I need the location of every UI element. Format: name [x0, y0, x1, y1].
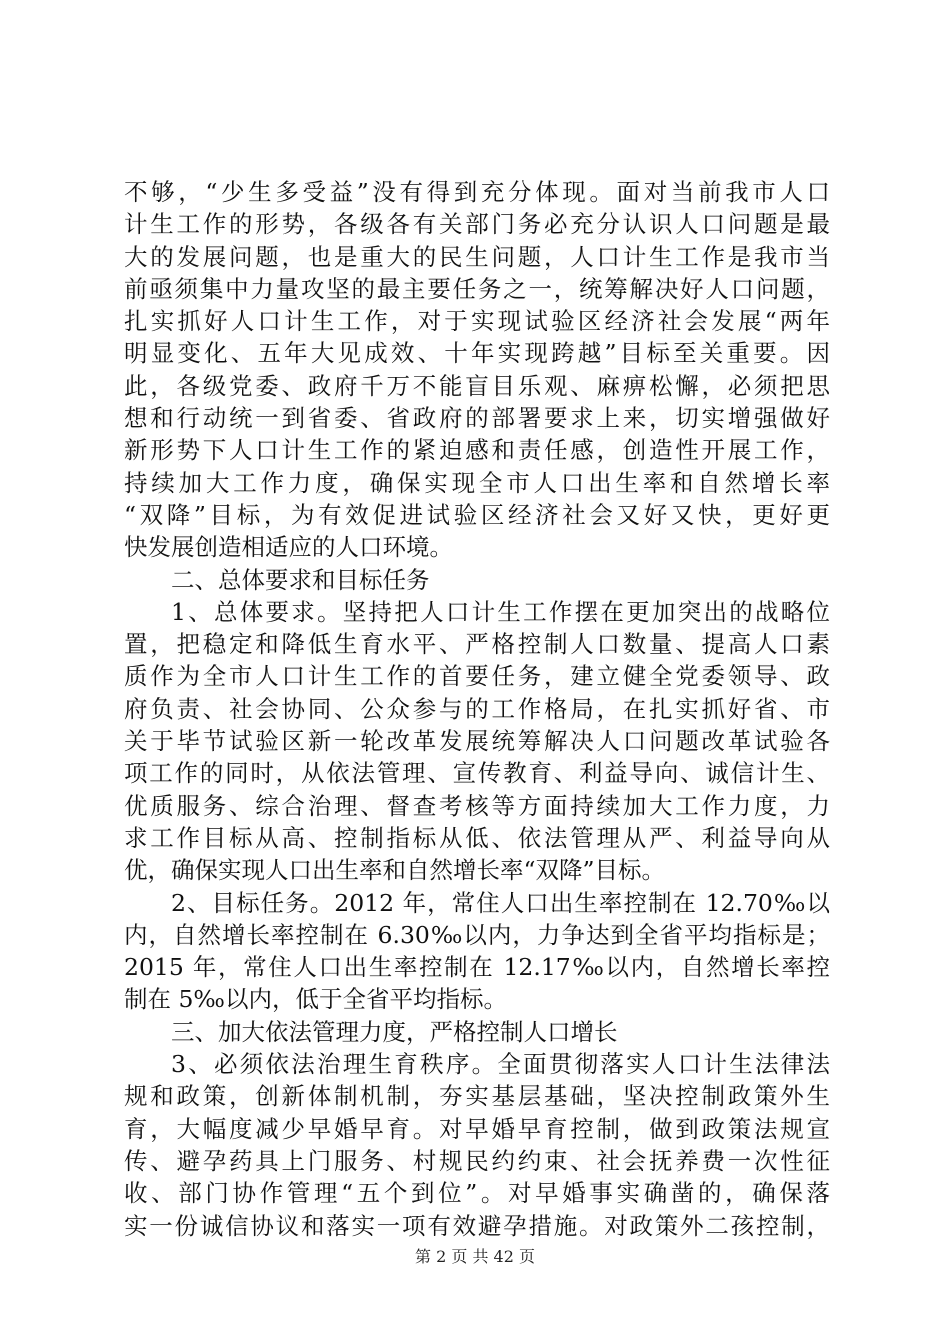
paragraph-line: 实一份诚信协议和落实一项有效避孕措施。对政策外二孩控制，: [124, 1211, 830, 1240]
paragraph-line: 不够，“少生多受益”没有得到充分体现。面对当前我市人口: [124, 178, 830, 206]
paragraph-line: 制在 5‰以内，低于全省平均指标。: [124, 985, 507, 1014]
paragraph-line: 快发展创造相适应的人口环境。: [124, 533, 453, 562]
paragraph-line: 关于毕节试验区新一轮改革发展统筹解决人口问题改革试验各: [124, 727, 830, 756]
paragraph-line: 质作为全市人口计生工作的首要任务，建立健全党委领导、政: [124, 662, 830, 691]
paragraph-line: “双降”目标，为有效促进试验区经济社会又好又快，更好更: [124, 500, 830, 529]
section-heading-line: 二、总体要求和目标任务: [171, 565, 430, 594]
paragraph-line: 扎实抓好人口计生工作，对于实现试验区经济社会发展“两年: [124, 307, 830, 336]
paragraph-line: 2、目标任务。2012 年，常住人口出生率控制在 12.70‰以: [171, 888, 830, 917]
paragraph-line: 计生工作的形势，各级各有关部门务必充分认识人口问题是最: [124, 210, 830, 239]
paragraph-line: 想和行动统一到省委、省政府的部署要求上来，切实增强做好: [124, 404, 830, 433]
paragraph-line: 优，确保实现人口出生率和自然增长率“双降”目标。: [124, 856, 666, 885]
paragraph-line: 内，自然增长率控制在 6.30‰以内，力争达到全省平均指标是；: [124, 920, 830, 949]
paragraph-line: 规和政策，创新体制机制，夯实基层基础，坚决控制政策外生: [124, 1082, 830, 1111]
section-heading-line: 三、加大依法管理力度，严格控制人口增长: [171, 1017, 618, 1046]
paragraph-line: 府负责、社会协同、公众参与的工作格局，在扎实抓好省、市: [124, 694, 830, 723]
paragraph-line: 传、避孕药具上门服务、村规民约约束、社会抚养费一次性征: [124, 1146, 830, 1175]
page-footer: 第 2 页 共 42 页: [415, 1247, 535, 1266]
paragraph-line: 项工作的同时，从依法管理、宣传教育、利益导向、诚信计生、: [124, 759, 830, 788]
paragraph-line: 持续加大工作力度，确保实现全市人口出生率和自然增长率: [124, 468, 830, 497]
paragraph-line: 育，大幅度减少早婚早育。对早婚早育控制，做到政策法规宣: [124, 1114, 830, 1143]
paragraph-line: 明显变化、五年大见成效、十年实现跨越”目标至关重要。因: [124, 339, 830, 368]
paragraph-line: 大的发展问题，也是重大的民生问题，人口计生工作是我市当: [124, 242, 830, 271]
paragraph-line: 置，把稳定和降低生育水平、严格控制人口数量、提高人口素: [124, 630, 830, 659]
paragraph-line: 收、部门协作管理“五个到位”。对早婚事实确凿的，确保落: [124, 1179, 830, 1208]
paragraph-line: 1、总体要求。坚持把人口计生工作摆在更加突出的战略位: [171, 597, 830, 626]
paragraph-line: 3、必须依法治理生育秩序。全面贯彻落实人口计生法律法: [171, 1050, 830, 1079]
paragraph-line: 2015 年，常住人口出生率控制在 12.17‰以内，自然增长率控: [124, 953, 830, 982]
paragraph-line: 新形势下人口计生工作的紧迫感和责任感，创造性开展工作，: [124, 436, 830, 465]
paragraph-line: 优质服务、综合治理、督查考核等方面持续加大工作力度，力: [124, 791, 830, 820]
paragraph-line: 求工作目标从高、控制指标从低、依法管理从严、利益导向从: [124, 823, 830, 852]
paragraph-line: 此，各级党委、政府千万不能盲目乐观、麻痹松懈，必须把思: [124, 371, 830, 400]
document-body: [124, 176, 830, 1242]
paragraph-line: 前亟须集中力量攻坚的最主要任务之一，统筹解决好人口问题，: [124, 274, 830, 303]
